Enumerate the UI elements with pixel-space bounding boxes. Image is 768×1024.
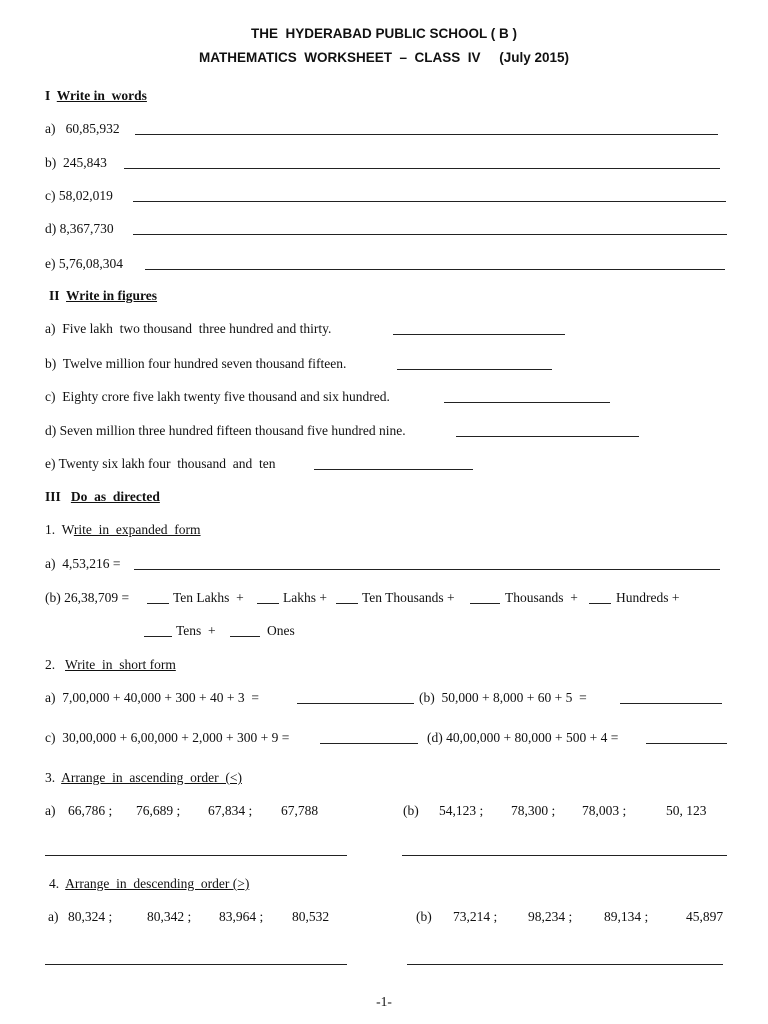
q2-heading — [45, 657, 176, 673]
q3-heading — [45, 770, 242, 786]
answer-line[interactable] — [297, 703, 414, 704]
q4-a-number: 80,324 ; — [68, 909, 113, 924]
answer-line[interactable] — [444, 402, 610, 403]
s2-item-c — [45, 389, 390, 405]
answer-line[interactable] — [320, 743, 418, 744]
s1-item-value: 245,843 — [63, 155, 107, 170]
answer-line[interactable] — [646, 743, 727, 744]
q4-b-number: 45,897 — [686, 909, 724, 924]
q2-c: c) 30,00,000 + 6,00,000 + 2,000 + 300 + 9 = — [45, 730, 290, 745]
q1-b-part: Ten Thousands + — [362, 590, 455, 605]
section-1-title: Write in words — [56, 88, 147, 103]
q2-number: 2. — [45, 657, 56, 672]
q4-title: Arrange in descending order (>) — [65, 876, 250, 891]
s2-item-b — [45, 356, 346, 372]
answer-line[interactable] — [134, 569, 720, 570]
q4-a-label: a) — [48, 909, 59, 924]
q1-b-part: Ten Lakhs + — [173, 590, 244, 605]
s1-item-label: e) — [45, 256, 56, 271]
s1-item-label: c) — [45, 188, 56, 203]
q4-heading — [49, 876, 249, 892]
q3-a-number: 67,788 — [281, 803, 319, 818]
q3-b-label: (b) — [403, 803, 419, 818]
q1-a: a) 4,53,216 = — [45, 556, 121, 571]
answer-line[interactable] — [133, 234, 727, 235]
section-2-title: Write in figures — [66, 288, 158, 303]
s1-item-value: 58,02,019 — [58, 188, 113, 203]
q3-b-number: 78,003 ; — [582, 803, 627, 818]
s1-item-value: 60,85,932 — [65, 121, 120, 136]
s2-item-a — [45, 321, 331, 337]
s1-item-value: 8,367,730 — [59, 221, 114, 236]
q2-d: (d) 40,00,000 + 80,000 + 500 + 4 = — [427, 730, 619, 745]
s2-item-d — [45, 423, 406, 439]
q3-b-number: 54,123 ; — [439, 803, 484, 818]
answer-line[interactable] — [133, 201, 726, 202]
q1-b-part: Hundreds + — [616, 590, 680, 605]
answer-line[interactable] — [402, 855, 727, 856]
q2-title: Write in short form — [65, 657, 176, 672]
answer-line[interactable] — [470, 603, 500, 604]
s1-item-label: d) — [45, 221, 57, 236]
school-title: THE HYDERABAD PUBLIC SCHOOL ( B ) — [250, 26, 517, 41]
answer-line[interactable] — [336, 603, 358, 604]
q1-title-first: W — [61, 522, 74, 537]
s2-item-text: Eighty crore five lakh twenty five thousand and six hundred. — [62, 389, 390, 404]
s1-item-e — [45, 256, 123, 272]
answer-line[interactable] — [45, 964, 347, 965]
section-3-number: III — [45, 489, 61, 504]
section-2-heading — [49, 288, 157, 304]
q4-a-number: 80,532 — [292, 909, 330, 924]
q4-number: 4. — [49, 876, 60, 891]
answer-line[interactable] — [314, 469, 473, 470]
s2-item-text: Seven million three hundred fifteen thousand five hundred nine. — [59, 423, 406, 438]
answer-line[interactable] — [135, 134, 718, 135]
q3-a-number: 76,689 ; — [136, 803, 181, 818]
s2-item-label: e) — [45, 456, 56, 471]
section-1-heading — [45, 88, 147, 104]
s2-item-label: c) — [45, 389, 56, 404]
s2-item-text: Twelve million four hundred seven thousand fifteen. — [62, 356, 347, 371]
answer-line[interactable] — [589, 603, 611, 604]
q3-b-number: 78,300 ; — [511, 803, 556, 818]
q1-heading — [45, 522, 201, 538]
answer-line[interactable] — [144, 636, 172, 637]
s1-item-c — [45, 188, 113, 204]
section-1-number: I — [45, 88, 51, 103]
q4-b-number: 73,214 ; — [453, 909, 498, 924]
q1-b-part: Lakhs + — [283, 590, 327, 605]
q2-a: a) 7,00,000 + 40,000 + 300 + 40 + 3 = — [45, 690, 259, 705]
s1-item-b — [45, 155, 107, 171]
s2-item-label: a) — [45, 321, 56, 336]
answer-line[interactable] — [456, 436, 639, 437]
q2-b: (b) 50,000 + 8,000 + 60 + 5 = — [419, 690, 587, 705]
q4-b-label: (b) — [416, 909, 432, 924]
s2-item-text: Five lakh two thousand three hundred and thirty. — [62, 321, 332, 336]
q1-b-part: Thousands + — [505, 590, 578, 605]
s1-item-label: a) — [45, 121, 56, 136]
worksheet-subtitle: MATHEMATICS WORKSHEET – CLASS IV (July 2015) — [198, 50, 570, 65]
q3-a-number: 66,786 ; — [68, 803, 113, 818]
q3-number: 3. — [45, 770, 56, 785]
s2-item-label: d) — [45, 423, 57, 438]
section-3-title: Do as directed — [70, 489, 160, 504]
answer-line[interactable] — [124, 168, 720, 169]
answer-line[interactable] — [147, 603, 169, 604]
q3-a-label: a) — [45, 803, 56, 818]
q4-a-number: 83,964 ; — [219, 909, 264, 924]
q4-a-number: 80,342 ; — [147, 909, 192, 924]
answer-line[interactable] — [407, 964, 723, 965]
s2-item-text: Twenty six lakh four thousand and ten — [58, 456, 276, 471]
q3-a-number: 67,834 ; — [208, 803, 253, 818]
s2-item-e — [45, 456, 276, 472]
q3-title: Arrange in ascending order (<) — [61, 770, 242, 785]
q1-b-part: Tens + — [176, 623, 216, 638]
q4-b-number: 98,234 ; — [528, 909, 573, 924]
answer-line[interactable] — [620, 703, 722, 704]
answer-line[interactable] — [393, 334, 565, 335]
answer-line[interactable] — [45, 855, 347, 856]
s1-item-a — [45, 121, 120, 137]
q1-b-prefix: (b) 26,38,709 = — [45, 590, 130, 605]
q1-number: 1. — [45, 522, 56, 537]
answer-line[interactable] — [230, 636, 260, 637]
q1-title: rite in expanded form — [73, 522, 201, 537]
section-3-heading — [45, 489, 160, 505]
answer-line[interactable] — [257, 603, 279, 604]
s1-item-d — [45, 221, 114, 237]
q3-b-number: 50, 123 — [666, 803, 707, 818]
section-2-number: II — [49, 288, 60, 303]
answer-line[interactable] — [397, 369, 552, 370]
answer-line[interactable] — [145, 269, 725, 270]
s1-item-value: 5,76,08,304 — [58, 256, 123, 271]
q4-b-number: 89,134 ; — [604, 909, 649, 924]
page-number: -1- — [376, 994, 392, 1009]
s2-item-label: b) — [45, 356, 57, 371]
q1-b-part: Ones — [267, 623, 295, 638]
s1-item-label: b) — [45, 155, 57, 170]
